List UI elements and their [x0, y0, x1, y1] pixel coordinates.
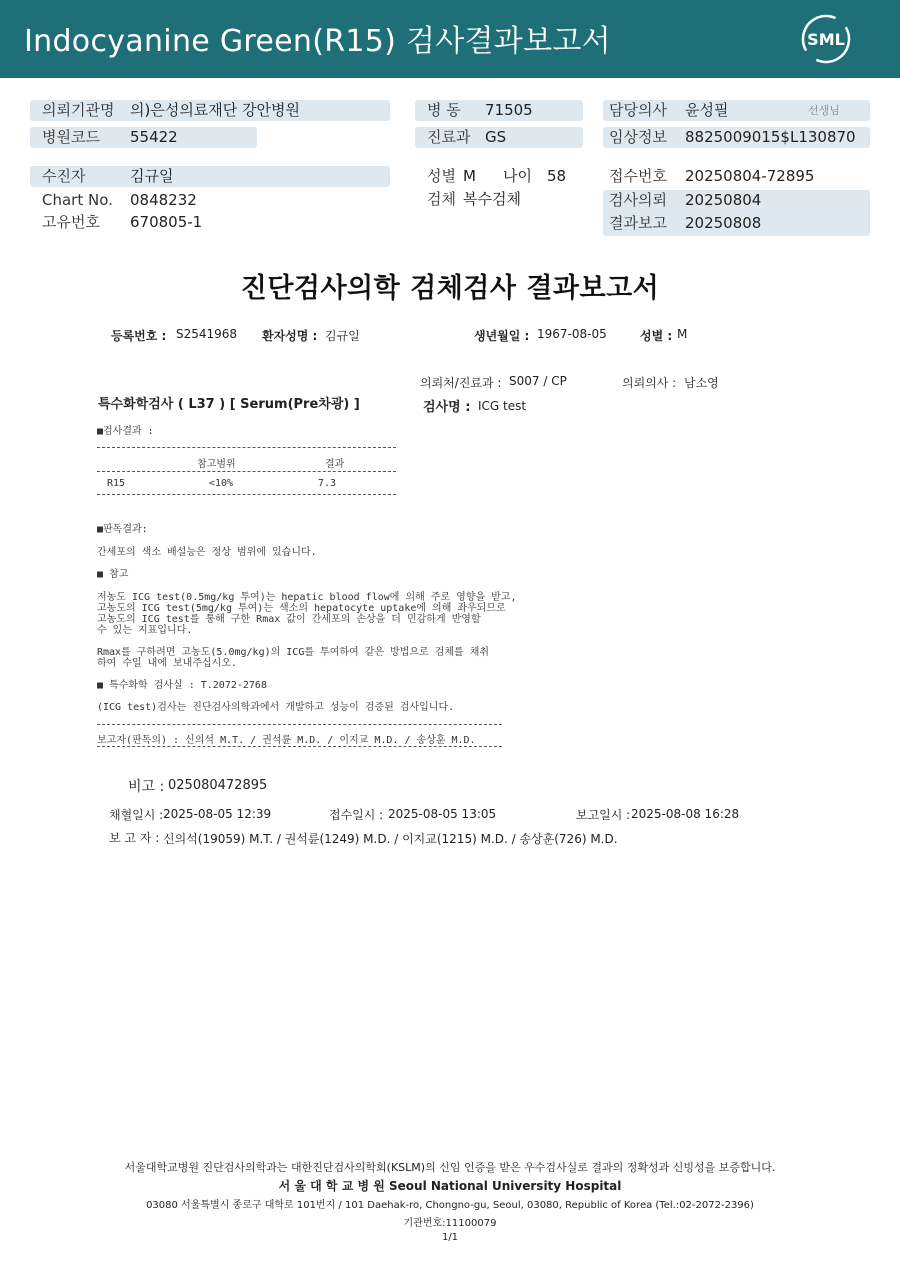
doctor-row — [603, 100, 870, 121]
reg-label: 등록번호 : — [111, 329, 167, 343]
rmax-line-1: Rmax를 구하려면 고농도(5.0mg/kg)의 ICG를 투여하여 같은 방법으로 검체를 채취 — [97, 647, 490, 658]
institution-label: 의뢰기관명 — [42, 101, 115, 119]
note-line-1: 저농도 ICG test(0.5mg/kg 투여)는 hepatic blood flow에 의해 주로 영향을 받고, — [97, 592, 517, 603]
sex2-label: 성별 : — [640, 329, 673, 343]
receipt-row — [603, 166, 870, 187]
remark-label: 비고 : — [128, 779, 165, 795]
table-bottom-rule — [97, 494, 396, 495]
reporters-label: 보 고 자 : — [109, 831, 160, 845]
age-label: 나이 — [503, 167, 532, 185]
dob-value: 1967-08-05 — [537, 327, 607, 341]
footer-inst-no: 기관번호:11100079 — [403, 1218, 497, 1229]
test-group: 특수화학검사 ( L37 ) [ Serum(Pre차광) ] — [98, 397, 360, 412]
hospital-code-value: 55422 — [130, 128, 178, 146]
receipt-value: 20250804-72895 — [685, 167, 815, 185]
note-header: ■ 참고 — [97, 569, 129, 580]
patient-row — [30, 166, 390, 187]
reporter-bottom-rule — [97, 746, 502, 747]
sex-age-row — [415, 166, 583, 187]
reported-value: 2025-08-08 16:28 — [631, 807, 740, 821]
document-title: 진단검사의학 검체검사 결과보고서 — [240, 273, 660, 304]
hospital-code-label: 병원코드 — [42, 128, 100, 146]
reporter-line: 보고자(판독의) : 신의석 M.T. / 권석륜 M.D. / 이지교 M.D. / 송상훈 M.D. — [97, 735, 476, 746]
chart-label: Chart No. — [42, 191, 113, 209]
received-label: 접수일시 : — [329, 808, 384, 822]
specimen-row — [415, 189, 583, 210]
report-header-bar — [0, 0, 900, 78]
age-value: 58 — [547, 167, 567, 185]
ref-doc-label: 의뢰의사 : — [622, 376, 677, 390]
test-name-label: 검사명 : — [423, 400, 471, 415]
sex-value: M — [463, 167, 476, 185]
chart-row — [30, 190, 390, 211]
dept-label: 진료과 — [427, 128, 471, 146]
row-name: R15 — [107, 478, 126, 489]
col-result-header: 결과 — [325, 459, 345, 470]
note-line-2: 고농도의 ICG test(5mg/kg 투여)는 색소의 hepatocyte uptake에 의해 좌우되므로 — [97, 603, 506, 614]
note-line-4: 수 있는 지표입니다. — [97, 625, 193, 636]
dob-label: 생년월일 : — [474, 329, 530, 343]
test-name-value: ICG test — [478, 399, 527, 413]
reporter-top-rule — [97, 724, 502, 725]
ward-value: 71505 — [485, 101, 533, 119]
remark-value: 025080472895 — [168, 778, 268, 793]
row-result: 7.3 — [318, 478, 337, 489]
unique-label: 고유번호 — [42, 213, 100, 231]
reporters-value: 신의석(19059) M.T. / 권석륜(1249) M.D. / 이지교(1215) M.D. / 송상훈(726) M.D. — [163, 832, 618, 846]
patient-label: 수진자 — [42, 167, 86, 185]
hospital-code-row — [30, 127, 257, 148]
sml-logo — [800, 13, 852, 65]
report-label: 결과보고 — [609, 214, 667, 232]
reg-value: S2541968 — [176, 327, 238, 341]
col-ref-header: 참고범위 — [197, 459, 236, 470]
footer-cert: 서울대학교병원 진단검사의학과는 대한진단검사의학회(KSLM)의 신임 인증을 받은 우수검사실로 결과의 정확성과 신빙성을 보증합니다. — [124, 1161, 776, 1174]
rmax-line-2: 하여 수일 내에 보내주십시오. — [97, 658, 238, 669]
receipt-label: 접수번호 — [609, 167, 667, 185]
ref-dept-label: 의뢰처/진료과 : — [420, 376, 502, 390]
collect-value: 2025-08-05 12:39 — [163, 807, 272, 821]
request-label: 검사의뢰 — [609, 191, 667, 209]
ref-doc-value: 남소영 — [684, 376, 719, 390]
report-value: 20250808 — [685, 214, 762, 232]
dept-row — [415, 127, 583, 148]
name-label: 환자성명 : — [262, 329, 318, 343]
clinical-label: 임상정보 — [609, 128, 667, 146]
page-number: 1/1 — [441, 1232, 459, 1243]
request-value: 20250804 — [685, 191, 762, 209]
ref-dept-value: S007 / CP — [509, 374, 567, 388]
row-ref: <10% — [209, 478, 234, 489]
logo-text: SML — [807, 30, 845, 49]
doctor-suffix: 선생님 — [808, 104, 840, 117]
sex2-value: M — [677, 327, 688, 341]
clinical-value: 8825009015$L130870 — [685, 128, 856, 146]
result-header: ■검사결과 : — [97, 426, 154, 437]
doctor-label: 담당의사 — [609, 101, 667, 119]
note-line-3: 고농도의 ICG test를 통해 구한 Rmax 값이 간세포의 손상을 더 민감하게 반영할 — [97, 614, 481, 625]
table-top-rule — [97, 447, 396, 448]
patient-value: 김규일 — [130, 167, 174, 185]
chart-value: 0848232 — [130, 191, 197, 209]
interp-text: 간세포의 색소 배설능은 정상 범위에 있습니다. — [97, 547, 317, 558]
dept-value: GS — [485, 128, 507, 146]
name-value: 김규일 — [325, 329, 360, 343]
lab-line: ■ 특수화학 검사실 : T.2072-2768 — [97, 680, 267, 691]
specimen-value: 복수검체 — [463, 190, 521, 208]
sex-label: 성별 — [427, 167, 456, 185]
institution-row — [30, 100, 390, 121]
doctor-value: 윤성필 — [685, 101, 729, 119]
ward-label: 병 동 — [427, 101, 461, 119]
footer-hospital: 서 울 대 학 교 병 원 Seoul National University Hospital — [278, 1179, 622, 1193]
specimen-label: 검체 — [427, 190, 456, 208]
ward-row — [415, 100, 583, 121]
received-value: 2025-08-05 13:05 — [388, 807, 497, 821]
clinical-row — [603, 127, 870, 148]
request-report-box — [603, 190, 870, 236]
collect-label: 채혈일시 : — [109, 808, 164, 822]
report-title: Indocyanine Green(R15) 검사결과보고서 — [24, 24, 611, 59]
unique-row — [30, 212, 390, 233]
table-header-rule — [97, 471, 396, 472]
validation-line: (ICG test)검사는 진단검사의학과에서 개발하고 성능이 검증된 검사입니다. — [97, 702, 455, 713]
reported-label: 보고일시 : — [576, 808, 631, 822]
unique-value: 670805-1 — [130, 213, 203, 231]
institution-value: 의)은성의료재단 강안병원 — [130, 101, 301, 119]
footer-address: 03080 서울특별시 종로구 대학로 101번지 / 101 Daehak-ro, Chongno-gu, Seoul, 03080, Republic of Korea (Tel.:02-2072-2396) — [146, 1200, 754, 1211]
interp-header: ■판독결과: — [97, 524, 148, 535]
